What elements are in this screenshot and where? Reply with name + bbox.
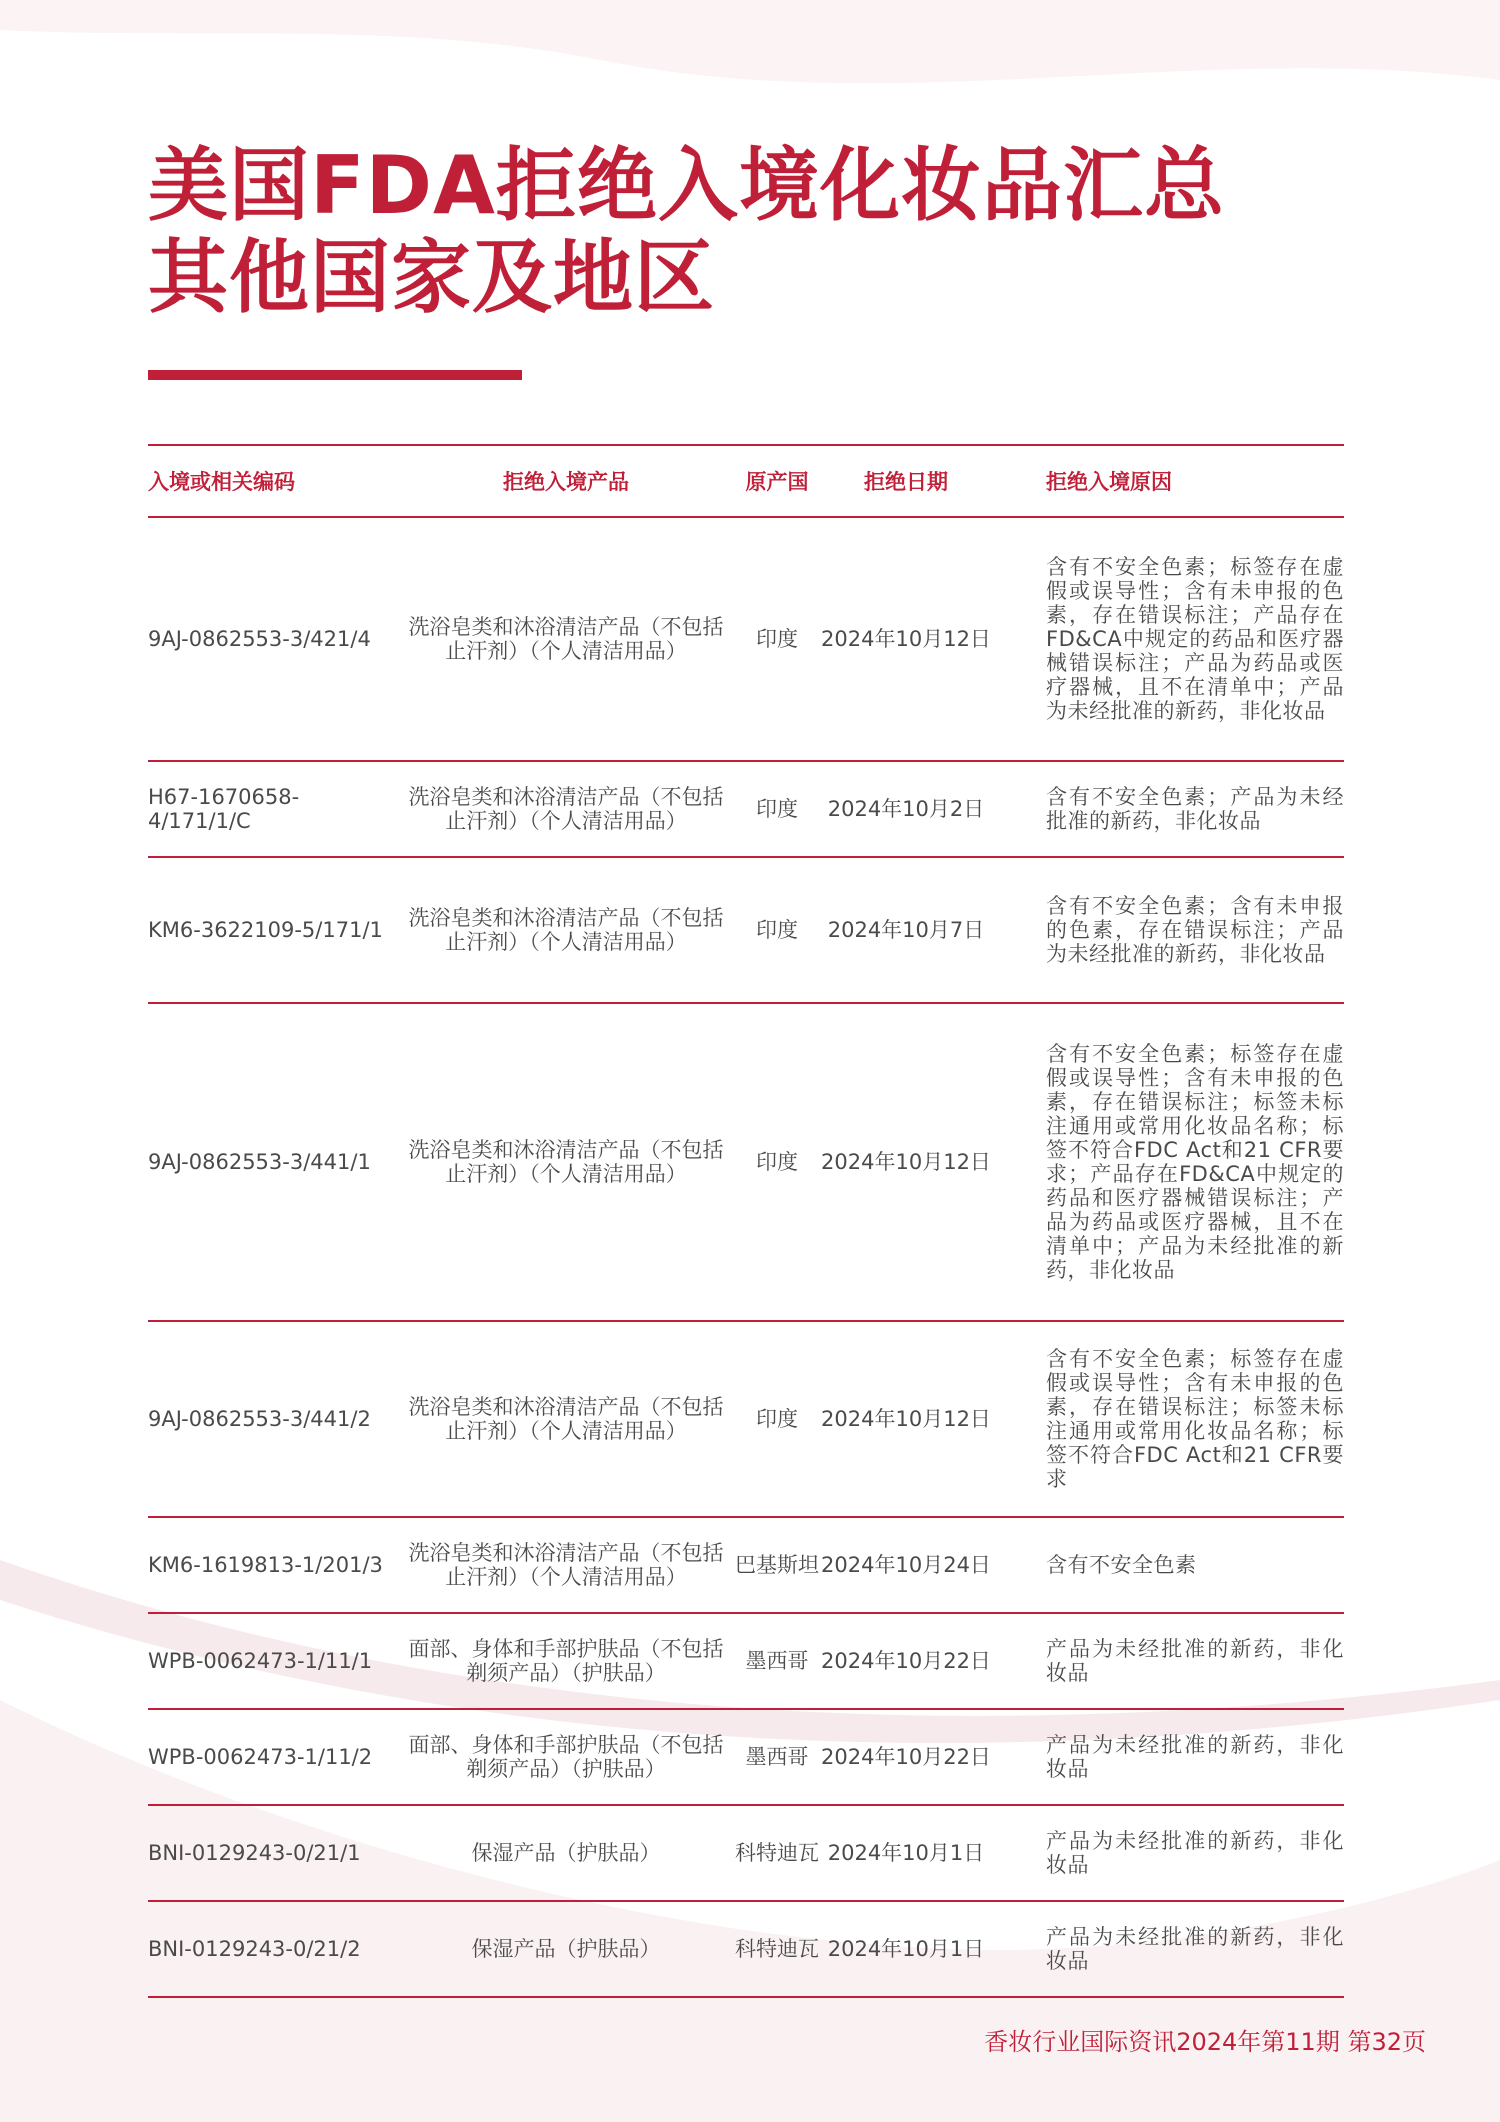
cell-reason: 含有不安全色素；标签存在虚假或误导性；含有未申报的色素，存在错误标注；标签未标注通用或常用化妆品名称；标签不符合FDC Act和21 CFR要求 — [992, 1321, 1344, 1517]
header-origin: 原产国 — [734, 445, 820, 517]
cell-date: 2024年10月12日 — [820, 1003, 992, 1321]
table-row — [148, 1613, 1344, 1709]
cell-product: 洗浴皂类和沐浴清洁产品（不包括止汗剂）（个人清洁用品） — [398, 1517, 734, 1613]
table-header — [148, 445, 1344, 517]
table-row — [148, 1901, 1344, 1997]
cell-reason: 含有不安全色素；标签存在虚假或误导性；含有未申报的色素，存在错误标注；标签未标注通用或常用化妆品名称；标签不符合FDC Act和21 CFR要求；产品存在FD&CA中规定的药品和医疗器械错误标注；产品为药品或医疗器械，且不在清单中；产品为未经批准的新药，非化妆品 — [992, 1003, 1344, 1321]
table-row — [148, 1709, 1344, 1805]
cell-code: BNI-0129243-0/21/2 — [148, 1901, 398, 1997]
title-block — [148, 140, 1225, 324]
cell-origin: 印度 — [734, 517, 820, 761]
cell-date: 2024年10月7日 — [820, 857, 992, 1003]
cell-reason: 含有不安全色素；标签存在虚假或误导性；含有未申报的色素，存在错误标注；产品存在FD&CA中规定的药品和医疗器械错误标注；产品为药品或医疗器械，且不在清单中；产品为未经批准的新药，非化妆品 — [992, 517, 1344, 761]
rejection-table — [148, 444, 1344, 1998]
table-row — [148, 857, 1344, 1003]
cell-code: 9AJ-0862553-3/441/1 — [148, 1003, 398, 1321]
cell-date: 2024年10月12日 — [820, 1321, 992, 1517]
table-row — [148, 1003, 1344, 1321]
cell-origin: 印度 — [734, 1321, 820, 1517]
cell-date: 2024年10月2日 — [820, 761, 992, 857]
rejection-table-wrapper — [148, 444, 1344, 1998]
cell-product: 面部、身体和手部护肤品（不包括剃须产品）（护肤品） — [398, 1613, 734, 1709]
cell-product: 洗浴皂类和沐浴清洁产品（不包括止汗剂）（个人清洁用品） — [398, 1321, 734, 1517]
cell-code: WPB-0062473-1/11/1 — [148, 1613, 398, 1709]
page-footer: 香妆行业国际资讯2024年第11期 第32页 — [984, 2028, 1426, 2056]
header-reason: 拒绝入境原因 — [992, 445, 1344, 517]
cell-reason: 含有不安全色素；产品为未经批准的新药，非化妆品 — [992, 761, 1344, 857]
cell-origin: 印度 — [734, 1003, 820, 1321]
cell-code: BNI-0129243-0/21/1 — [148, 1805, 398, 1901]
table-row — [148, 1321, 1344, 1517]
cell-code: 9AJ-0862553-3/421/4 — [148, 517, 398, 761]
cell-product: 洗浴皂类和沐浴清洁产品（不包括止汗剂）（个人清洁用品） — [398, 761, 734, 857]
cell-code: KM6-1619813-1/201/3 — [148, 1517, 398, 1613]
header-date: 拒绝日期 — [820, 445, 992, 517]
cell-code: KM6-3622109-5/171/1 — [148, 857, 398, 1003]
header-code: 入境或相关编码 — [148, 445, 398, 517]
cell-reason: 产品为未经批准的新药，非化妆品 — [992, 1805, 1344, 1901]
cell-date: 2024年10月24日 — [820, 1517, 992, 1613]
table-row — [148, 517, 1344, 761]
page-title-line-2: 其他国家及地区 — [148, 231, 715, 324]
title-underline-bar — [148, 370, 522, 380]
cell-product: 洗浴皂类和沐浴清洁产品（不包括止汗剂）（个人清洁用品） — [398, 857, 734, 1003]
cell-origin: 科特迪瓦 — [734, 1901, 820, 1997]
cell-origin: 科特迪瓦 — [734, 1805, 820, 1901]
top-wave-shape — [0, 0, 1500, 83]
cell-origin: 墨西哥 — [734, 1613, 820, 1709]
cell-code: H67-1670658-4/171/1/C — [148, 761, 398, 857]
table-row — [148, 761, 1344, 857]
cell-product: 面部、身体和手部护肤品（不包括剃须产品）（护肤品） — [398, 1709, 734, 1805]
table-body — [148, 517, 1344, 1997]
table-header-row — [148, 445, 1344, 517]
cell-origin: 墨西哥 — [734, 1709, 820, 1805]
cell-origin: 印度 — [734, 857, 820, 1003]
cell-product: 保湿产品（护肤品） — [398, 1901, 734, 1997]
cell-reason: 含有不安全色素 — [992, 1517, 1344, 1613]
table-row — [148, 1805, 1344, 1901]
cell-code: WPB-0062473-1/11/2 — [148, 1709, 398, 1805]
cell-reason: 含有不安全色素；含有未申报的色素，存在错误标注；产品为未经批准的新药，非化妆品 — [992, 857, 1344, 1003]
cell-origin: 印度 — [734, 761, 820, 857]
cell-date: 2024年10月22日 — [820, 1709, 992, 1805]
cell-reason: 产品为未经批准的新药，非化妆品 — [992, 1613, 1344, 1709]
cell-date: 2024年10月1日 — [820, 1805, 992, 1901]
cell-product: 洗浴皂类和沐浴清洁产品（不包括止汗剂）（个人清洁用品） — [398, 1003, 734, 1321]
cell-date: 2024年10月12日 — [820, 517, 992, 761]
cell-reason: 产品为未经批准的新药，非化妆品 — [992, 1901, 1344, 1997]
header-product: 拒绝入境产品 — [398, 445, 734, 517]
cell-product: 保湿产品（护肤品） — [398, 1805, 734, 1901]
cell-reason: 产品为未经批准的新药，非化妆品 — [992, 1709, 1344, 1805]
table-row — [148, 1517, 1344, 1613]
cell-date: 2024年10月1日 — [820, 1901, 992, 1997]
cell-origin: 巴基斯坦 — [734, 1517, 820, 1613]
cell-code: 9AJ-0862553-3/441/2 — [148, 1321, 398, 1517]
page-title-line-1: 美国FDA拒绝入境化妆品汇总 — [148, 139, 1225, 232]
cell-product: 洗浴皂类和沐浴清洁产品（不包括止汗剂）（个人清洁用品） — [398, 517, 734, 761]
cell-date: 2024年10月22日 — [820, 1613, 992, 1709]
